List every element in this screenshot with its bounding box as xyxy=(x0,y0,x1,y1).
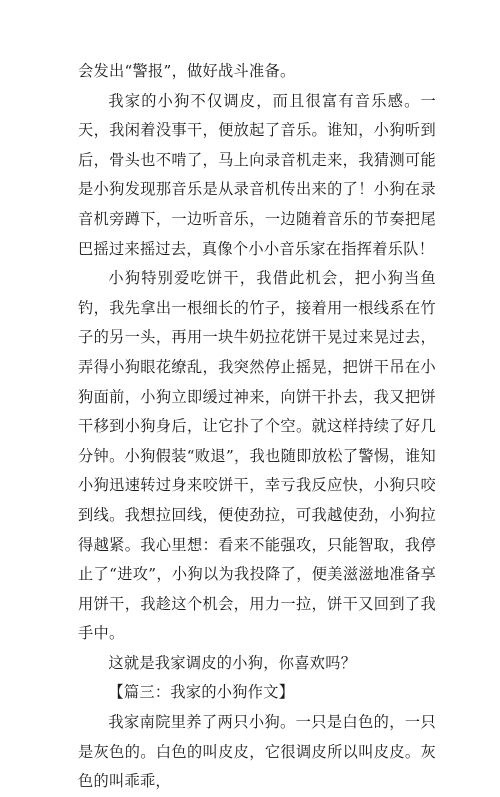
section-heading: 【篇三：我家的小狗作文】 xyxy=(108,683,295,702)
paragraph-new-section: 我家南院里养了两只小狗。一只是白色的，一只是灰色的。白色的叫皮皮，它很调皮所以叫皮皮。灰色的叫乖乖， xyxy=(78,713,436,791)
paragraph-continuation: 会发出“警报”，做好战斗准备。 xyxy=(78,62,296,80)
paragraph-closing: 这就是我家调皮的小狗，你喜欢吗？ xyxy=(108,653,357,672)
document-body xyxy=(78,57,436,797)
paragraph-music: 我家的小狗不仅调皮，而且很富有音乐感。一天，我闲着没事干，便放起了音乐。谁知，小狗听到后，骨头也不啃了，马上向录音机走来，我猜测可能是小狗发现那音乐是从录音机传出来的了！小狗在录音机旁蹲下，一边听音乐，一边随着音乐的节奏把尾巴摇过来摇过去，真像个小小音乐家在指挥着乐队！ xyxy=(78,91,436,258)
paragraph-biscuit: 小狗特别爱吃饼干，我借此机会，把小狗当鱼钓，我先拿出一根细长的竹子，接着用一根线系在竹子的另一头，再用一块牛奶拉花饼干晃过来晃过去，弄得小狗眼花缭乱，我突然停止摇晃，把饼干吊在小狗面前，小狗立即缓过神来，向饼干扑去，我又把饼干移到小狗身后，让它扑了个空。就这样持续了好几分钟。小狗假装“败退”，我也随即放松了警惕，谁知小狗迅速转过身来咬饼干，幸亏我反应快，小狗只咬到线。我想拉回线，便使劲拉，可我越使劲，小狗拉得越紧。我心里想：看来不能强攻，只能智取，我停止了“进攻”，小狗以为我投降了，便美滋滋地准备享用饼干，我趁这个机会，用力一拉，饼干又回到了我手中。 xyxy=(78,269,436,643)
